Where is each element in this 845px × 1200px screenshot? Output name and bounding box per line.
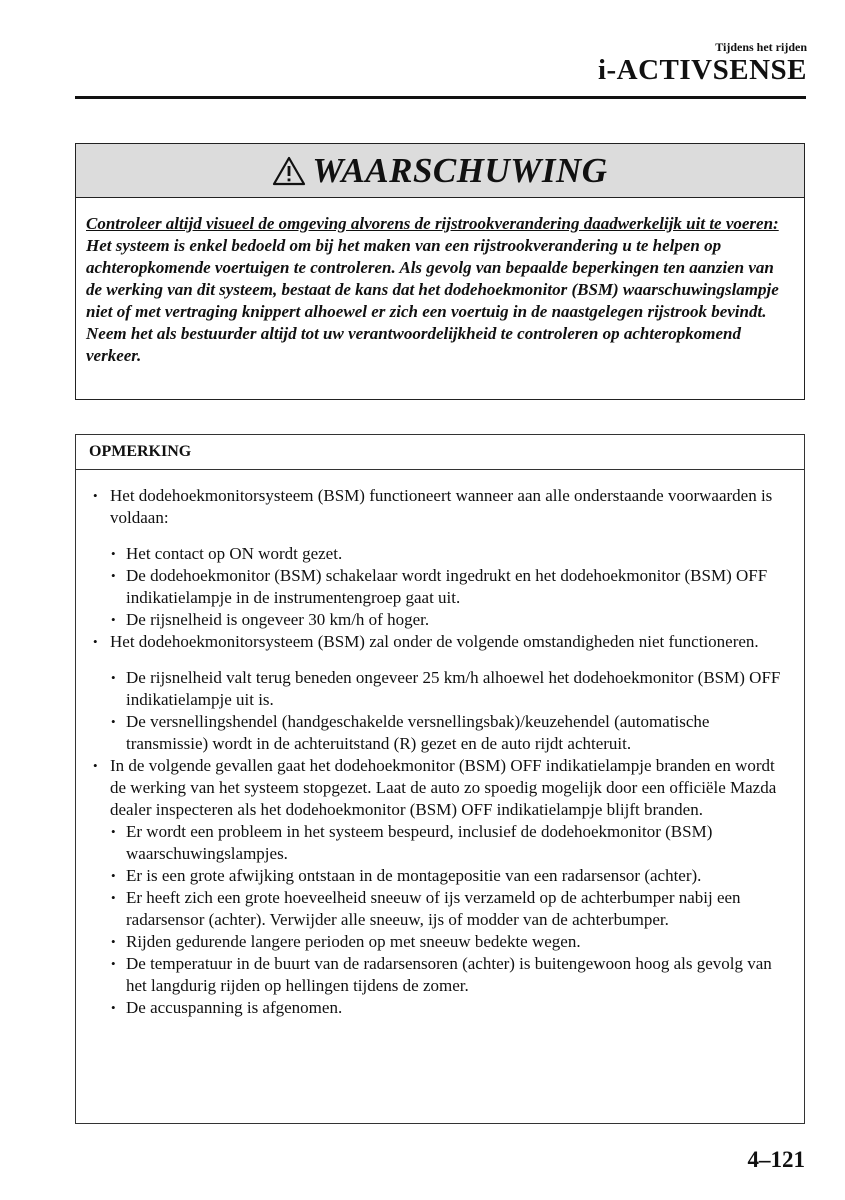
note-item xyxy=(90,631,792,653)
bullet-icon: • xyxy=(93,488,98,503)
note-sub-item-text: Het contact op ON wordt gezet. xyxy=(126,544,343,563)
bullet-icon: • xyxy=(111,714,116,729)
note-sub-item-text: Er heeft zich een grote hoeveelheid sneeuw of ijs verzameld op de achterbumper nabij een radarsensor (achter). Verwijder alle sneeuw, ijs of modder van de achterbumper. xyxy=(126,888,741,929)
note-item xyxy=(90,755,792,821)
bullet-icon: • xyxy=(111,612,116,627)
note-sub-item-text: De rijsnelheid is ongeveer 30 km/h of hoger. xyxy=(126,610,430,629)
note-sub-item xyxy=(90,565,792,609)
note-sub-item xyxy=(90,821,792,865)
note-item xyxy=(90,485,792,529)
note-sub-item xyxy=(90,609,792,631)
note-item-text: Het dodehoekmonitorsysteem (BSM) functioneert wanneer aan alle onderstaande voorwaarden is voldaan: xyxy=(110,486,773,527)
bullet-icon: • xyxy=(111,868,116,883)
header-title: i-ACTIVSENSE xyxy=(597,54,807,86)
bullet-icon: • xyxy=(111,1000,116,1015)
warning-header xyxy=(76,144,804,198)
warning-body xyxy=(76,198,804,367)
bullet-icon: • xyxy=(93,758,98,773)
note-item-text: In de volgende gevallen gaat het dodehoekmonitor (BSM) OFF indikatielampje branden en wordt de werking van het systeem stopgezet. Laat de auto zo spoedig mogelijk door een officiële Mazda dealer inspecteren als het dodehoekmonitor (BSM) OFF indikatielampje blijft branden. xyxy=(110,756,777,819)
warning-box xyxy=(75,143,805,400)
note-sub-item xyxy=(90,667,792,711)
header-section-label: Tijdens het rijden xyxy=(715,40,807,54)
note-sub-item-text: De rijsnelheid valt terug beneden ongeveer 25 km/h alhoewel het dodehoekmonitor (BSM) OFF indikatielampje uit is. xyxy=(126,668,781,709)
note-sub-item xyxy=(90,887,792,931)
note-sub-item-text: Rijden gedurende langere perioden op met sneeuw bedekte wegen. xyxy=(126,932,581,951)
bullet-icon: • xyxy=(111,670,116,685)
note-sub-item-text: Er wordt een probleem in het systeem bespeurd, inclusief de dodehoekmonitor (BSM) waarschuwingslampjes. xyxy=(126,822,713,863)
note-sub-item-text: Er is een grote afwijking ontstaan in de montagepositie van een radarsensor (achter). xyxy=(126,866,702,885)
note-sub-item xyxy=(90,711,792,755)
bullet-icon: • xyxy=(111,934,116,949)
note-title: OPMERKING xyxy=(76,435,804,470)
note-sub-item xyxy=(90,997,792,1019)
bullet-icon: • xyxy=(111,824,116,839)
note-sub-item-text: De temperatuur in de buurt van de radarsensoren (achter) is buitengewoon hoog als gevolg van het langdurig rijden op hellingen tijdens de zomer. xyxy=(126,954,772,995)
note-sub-item xyxy=(90,543,792,565)
bullet-icon: • xyxy=(111,568,116,583)
note-sub-item-text: De accuspanning is afgenomen. xyxy=(126,998,343,1017)
warning-lead-text: Controleer altijd visueel de omgeving alvorens de rijstrookverandering daadwerkelijk uit te voeren: xyxy=(86,214,779,233)
warning-triangle-icon xyxy=(272,156,306,186)
bullet-icon: • xyxy=(111,546,116,561)
warning-title: WAARSCHUWING xyxy=(312,150,608,190)
note-box xyxy=(75,434,805,1124)
note-body xyxy=(76,470,804,1019)
note-sub-item-text: De versnellingshendel (handgeschakelde versnellingsbak)/keuzehendel (automatische transmissie) wordt in de achteruitstand (R) gezet en de auto rijdt achteruit. xyxy=(126,712,710,753)
bullet-icon: • xyxy=(111,890,116,905)
bullet-icon: • xyxy=(93,634,98,649)
note-sub-item-text: De dodehoekmonitor (BSM) schakelaar wordt ingedrukt en het dodehoekmonitor (BSM) OFF indikatielampje in de instrumentengroep gaat uit. xyxy=(126,566,768,607)
header-rule xyxy=(75,96,806,99)
page-number: 4–121 xyxy=(747,1147,805,1172)
note-item-text: Het dodehoekmonitorsysteem (BSM) zal onder de volgende omstandigheden niet functioneren. xyxy=(110,632,759,651)
note-sub-item xyxy=(90,865,792,887)
warning-text: Het systeem is enkel bedoeld om bij het maken van een rijstrookverandering u te helpen op achteropkomende voertuigen te controleren. Als gevolg van bepaalde beperkingen ten aanzien van de werking van dit systeem, bestaat de kans dat het dodehoekmonitor (BSM) waarschuwingslampje niet of met vertraging knippert alhoewel er zich een voertuig in de naastgelegen rijstrook bevindt. Neem het als bestuurder altijd tot uw verantwoordelijkheid te controleren op achteropkomend verkeer. xyxy=(86,236,779,365)
note-sub-item xyxy=(90,953,792,997)
note-sub-item xyxy=(90,931,792,953)
bullet-icon: • xyxy=(111,956,116,971)
